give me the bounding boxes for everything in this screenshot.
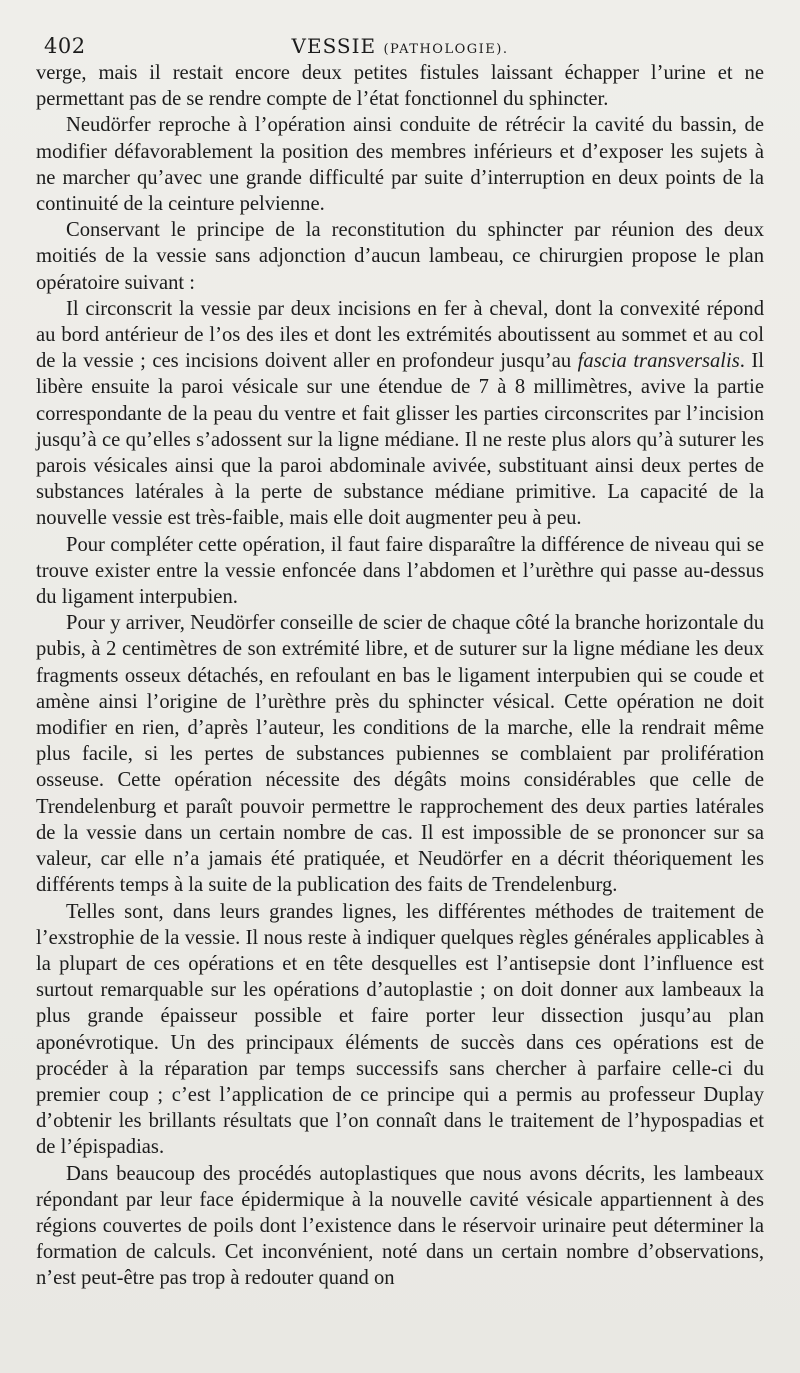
paragraph: Telles sont, dans leurs grandes lignes, les différentes méthodes de traitement de l’exstrophie de la vessie. Il nous reste à indiquer quelques règles générales applicables à la plupart de ces opérations et en tête desquelles est l’antisepsie dont l’influence est surtout remarquable sur les opérations d’autoplastie ; on doit donner aux lambeaux la plus grande épaisseur possible et faire porter leur dissection jusqu’au plan aponévrotique. Un des principaux éléments de succès dans ces opérations est de procéder à la réparation par temps successifs sans chercher à parfaire celle-ci du premier coup ; c’est l’application de ce principe qui a permis au professeur Duplay d’obtenir les brillants résultats que l’on connaît dans le traitement de l’hypospadias et de l’épispadias.	[36, 900, 764, 1159]
italic-term: fascia transversalis	[577, 350, 740, 373]
paragraph: Pour y arriver, Neudörfer conseille de scier de chaque côté la branche horizontale du pubis, à 2 centimètres de son extrémité libre, et de suturer sur la ligne médiane les deux fragments osseux détachés, en refoulant en bas le ligament interpubien qui se coude et amène ainsi l’origine de l’urèthre près du sphincter vésical. Cette opération ne doit modifier en rien, d’après l’auteur, les conditions de la marche, elle la rendrait même plus facile, si les pertes de substances pubiennes se comblaient par prolifération osseuse. Cette opération nécessite des dégâts moins considérables que celle de Trendelenburg et paraît pouvoir permettre le rapprochement des deux parties latérales de la vessie dans un certain nombre de cas. Il est impossible de se prononcer sur sa valeur, car elle n’a jamais été pratiquée, et Neudörfer en a décrit théoriquement les différents temps à la suite de la publication des faits de Trendelenburg.	[36, 612, 764, 897]
paragraph-text: . Il libère ensuite la paroi vésicale sur une étendue de 7 à 8 millimètres, avive la partie correspondante de la peau du ventre et fait glisser les parties circonscrites par l’incision jusqu’à ce qu’elles s’adossent sur la ligne médiane. Il ne reste plus alors qu’à suturer les parois vésicales ainsi que la paroi abdominale avivée, substituant ainsi deux pertes de substances latérales à la perte de substance médiane primitive. La capacité de la nouvelle vessie est très-faible, mais elle doit augmenter peu à peu.	[36, 350, 764, 530]
body-text	[36, 60, 764, 1292]
page-number: 402	[44, 34, 86, 58]
title-subtitle: (PATHOLOGIE).	[383, 42, 509, 57]
paragraph: Conservant le principe de la reconstitution du sphincter par réunion des deux moitiés de la vessie sans adjonction d’aucun lambeau, ce chirurgien propose le plan opératoire suivant :	[36, 219, 764, 294]
paragraph-with-italic	[36, 296, 764, 532]
paragraph: Pour compléter cette opération, il faut faire disparaître la différence de niveau qui se trouve exister entre la vessie enfoncée dans l’abdomen et l’urèthre qui passe au-dessus du ligament interpubien.	[36, 533, 764, 609]
page-title	[36, 34, 764, 58]
paragraph: Dans beaucoup des procédés autoplastiques que nous avons décrits, les lambeaux répondant par leur face épidermique à la nouvelle cavité vésicale appartiennent à des régions couvertes de poils dont l’existence dans le réservoir urinaire peut déterminer la formation de calculs. Cet inconvénient, noté dans un certain nombre d’observations, n’est peut-être pas trop à redouter quand on	[36, 1162, 764, 1290]
paragraph-text: Il circonscrit la vessie par deux incisions en fer à cheval, dont la convexité répond au bord antérieur de l’os des iles et dont les extrémités aboutissent au sommet et au col de la vessie ; ces incisions doivent aller en profondeur jusqu’au	[36, 297, 764, 373]
paragraph-continuation: verge, mais il restait encore deux petites fistules laissant échapper l’urine et ne permettant pas de se rendre compte de l’état fonctionnel du sphincter.	[36, 62, 764, 111]
running-head	[36, 28, 764, 72]
title-main: VESSIE	[291, 34, 377, 58]
paragraph: Neudörfer reproche à l’opération ainsi conduite de rétrécir la cavité du bassin, de modifier défavorablement la position des membres inférieurs et d’exposer les sujets à ne marcher qu’avec une grande difficulté par suite d’interruption en deux points de la continuité de la ceinture pelvienne.	[36, 114, 764, 216]
